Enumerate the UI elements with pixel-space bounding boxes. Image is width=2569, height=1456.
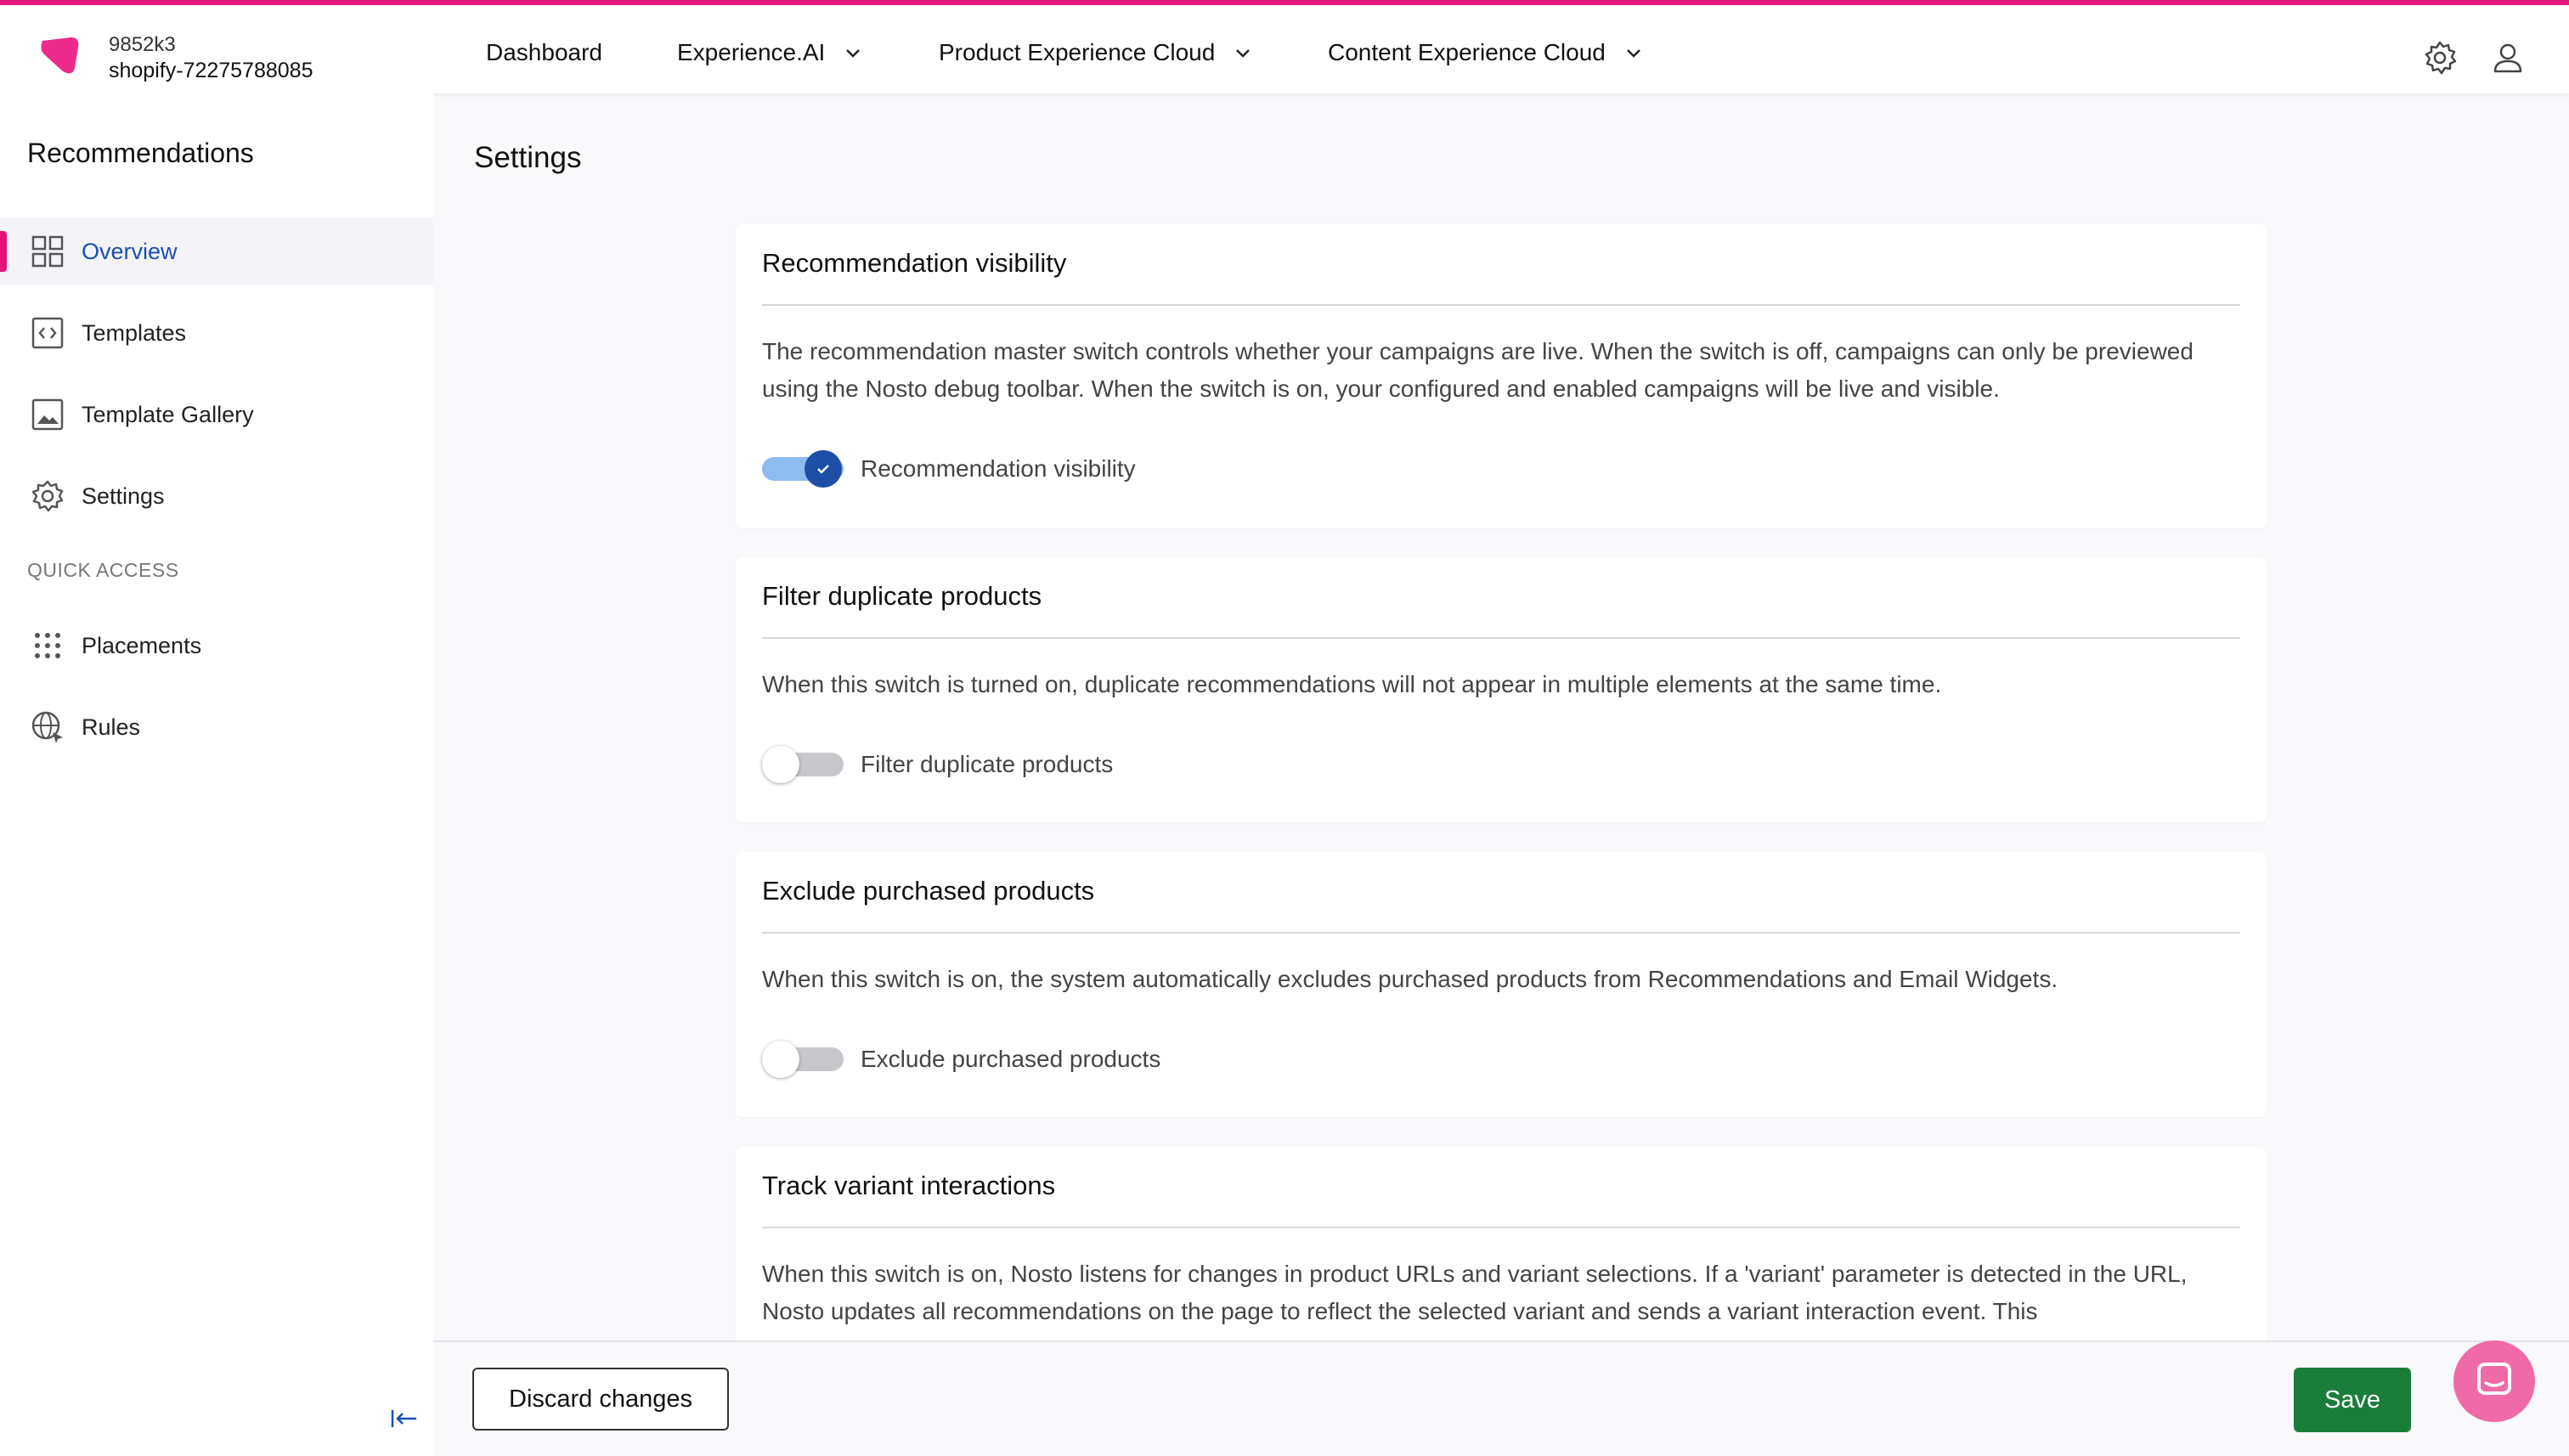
card-title: Filter duplicate products	[762, 581, 1042, 611]
save-button[interactable]: Save	[2294, 1368, 2411, 1432]
sidebar-item-templates[interactable]	[0, 299, 433, 367]
nav-dashboard-label: Dashboard	[486, 39, 602, 65]
chevron-down-icon	[1624, 43, 1643, 62]
sidebar-item-overview[interactable]	[0, 217, 433, 285]
sidebar	[0, 93, 433, 1456]
chevron-down-icon	[844, 43, 862, 62]
dots-grid-icon	[31, 629, 65, 663]
toggle-label: Exclude purchased products	[861, 1046, 1161, 1072]
toggle-knob	[762, 1041, 799, 1078]
action-footer	[433, 1340, 2569, 1456]
toggle-label: Filter duplicate products	[861, 751, 1114, 777]
divider	[762, 637, 2240, 639]
sidebar-title: Recommendations	[27, 138, 254, 168]
nav-content-experience-cloud[interactable]	[1328, 39, 1643, 66]
filter-duplicate-products-toggle[interactable]	[762, 746, 844, 783]
top-bar	[0, 0, 2569, 93]
nav-product-experience-cloud[interactable]	[939, 39, 1252, 66]
nav-experience-ai-label: Experience.AI	[677, 39, 826, 65]
card-description: When this switch is on, Nosto listens for changes in product URLs and variant selections. If a 'variant' parameter is detected in the URL, Nosto updates all recommendations on the page to reflect the selected variant and sends a variant interaction event. This	[762, 1261, 2188, 1324]
discard-changes-button[interactable]: Discard changes	[472, 1368, 729, 1431]
card-description: When this switch is on, the system automatically excludes purchased products from Recommendations and Email Widgets.	[762, 966, 2058, 992]
user-icon[interactable]	[2489, 39, 2527, 76]
divider	[762, 304, 2240, 306]
sidebar-item-label: Overview	[82, 238, 178, 264]
card-exclude-purchased-products	[736, 852, 2267, 1117]
chat-launcher-button[interactable]	[2453, 1340, 2535, 1422]
card-description: When this switch is turned on, duplicate recommendations will not appear in multiple elements at the same time.	[762, 671, 1942, 697]
collapse-left-icon[interactable]	[387, 1402, 421, 1436]
account-shop: shopify-72275788085	[109, 59, 313, 82]
exclude-purchased-products-toggle[interactable]	[762, 1041, 844, 1078]
divider	[762, 932, 2240, 934]
chat-icon	[2453, 1340, 2535, 1422]
nav-product-experience-cloud-label: Product Experience Cloud	[939, 39, 1216, 65]
sidebar-item-placements[interactable]	[0, 612, 433, 680]
toggle-row	[762, 746, 1113, 783]
toggle-label: Recommendation visibility	[861, 455, 1136, 482]
card-recommendation-visibility	[736, 224, 2267, 528]
gear-icon	[31, 479, 65, 513]
account-switcher[interactable]	[109, 32, 313, 83]
sidebar-item-label: Placements	[82, 632, 202, 658]
image-icon	[31, 398, 65, 432]
recommendation-visibility-toggle[interactable]	[762, 450, 844, 488]
sidebar-item-template-gallery[interactable]	[0, 381, 433, 449]
nav-content-experience-cloud-label: Content Experience Cloud	[1328, 39, 1606, 65]
gear-icon[interactable]	[2421, 39, 2459, 76]
nav-dashboard[interactable]	[486, 39, 602, 66]
card-title: Exclude purchased products	[762, 876, 1095, 906]
toggle-knob	[762, 746, 799, 783]
sidebar-item-label: Settings	[82, 483, 165, 509]
account-id: 9852k3	[109, 33, 176, 56]
quick-access-heading: QUICK ACCESS	[27, 559, 179, 581]
nosto-logo-icon[interactable]	[37, 34, 83, 80]
card-description: The recommendation master switch controls whether your campaigns are live. When the switch is off, campaigns can only be previewed using the Nosto debug toolbar. When the switch is on, your configured and enabled campaigns will be live and visible.	[762, 338, 2194, 402]
divider	[762, 1227, 2240, 1228]
toggle-row	[762, 1041, 1160, 1078]
toggle-knob	[805, 450, 842, 488]
grid-icon	[31, 234, 65, 268]
card-filter-duplicate-products	[736, 557, 2267, 822]
globe-icon	[31, 710, 65, 744]
nav-experience-ai[interactable]	[677, 39, 862, 66]
sidebar-item-label: Templates	[82, 319, 187, 346]
chevron-down-icon	[1234, 43, 1252, 62]
sidebar-item-label: Rules	[82, 714, 141, 740]
card-title: Track variant interactions	[762, 1171, 1056, 1200]
check-icon	[815, 460, 832, 477]
sidebar-item-label: Template Gallery	[82, 401, 254, 427]
page-title: Settings	[474, 141, 582, 174]
code-icon	[31, 316, 65, 350]
card-title: Recommendation visibility	[762, 248, 1067, 278]
sidebar-item-settings[interactable]	[0, 462, 433, 530]
sidebar-item-rules[interactable]	[0, 693, 433, 761]
toggle-row	[762, 450, 1136, 488]
